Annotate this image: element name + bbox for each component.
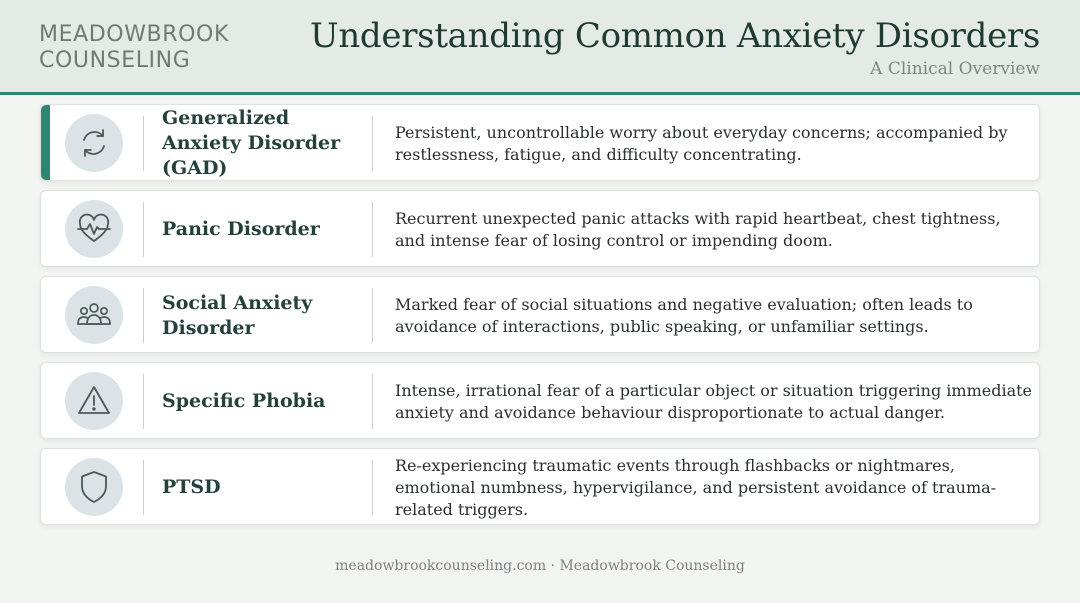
disorder-name: Specific Phobia <box>162 390 326 412</box>
card-divider <box>143 116 144 171</box>
disorder-description: Intense, irrational fear of a particular object or situation triggering immediate anxiety and avoidance behaviour disproportionate to actual danger. <box>395 380 1033 422</box>
card-divider <box>143 374 144 429</box>
footer-text[interactable]: meadowbrookcounseling.com · Meadowbrook Counseling <box>335 558 745 574</box>
disorder-card-ptsd[interactable] <box>40 448 1040 525</box>
card-divider <box>372 374 373 429</box>
card-divider <box>372 202 373 257</box>
disorder-description: Recurrent unexpected panic attacks with rapid heartbeat, chest tightness, and intense fear of losing control or impending doom. <box>395 208 1001 250</box>
disorder-card-phobia[interactable] <box>40 362 1040 439</box>
page-title: Understanding Common Anxiety Disorders <box>309 16 1040 56</box>
disorder-name: PTSD <box>162 476 221 498</box>
brand-logo[interactable] <box>39 22 229 74</box>
card-divider <box>372 116 373 171</box>
disorder-card-gad[interactable] <box>40 104 1040 181</box>
disorder-name: Panic Disorder <box>162 218 320 240</box>
disorder-description: Marked fear of social situations and negative evaluation; often leads to avoidance of interactions, public speaking, or unfamiliar settings. <box>395 294 973 336</box>
brand-line-2: COUNSELING <box>39 48 191 73</box>
disorder-name: Social Anxiety Disorder <box>162 291 313 339</box>
card-divider <box>143 288 144 343</box>
card-divider <box>372 460 373 515</box>
refresh-cycle-icon <box>65 114 123 172</box>
card-divider <box>372 288 373 343</box>
header <box>0 0 1080 95</box>
disorder-name: Generalized Anxiety Disorder (GAD) <box>162 107 341 179</box>
disorder-card-panic[interactable] <box>40 190 1040 267</box>
card-divider <box>143 460 144 515</box>
heartbeat-icon <box>65 200 123 258</box>
page-subtitle: A Clinical Overview <box>870 59 1040 79</box>
brand-line-1: MEADOWBROOK <box>39 22 229 47</box>
shield-icon <box>65 458 123 516</box>
disorder-description: Re-experiencing traumatic events through flashbacks or nightmares, emotional numbness, hypervigilance, and persistent avoidance of trauma-related triggers. <box>395 455 997 519</box>
people-group-icon <box>65 286 123 344</box>
card-divider <box>143 202 144 257</box>
disorder-list <box>40 104 1040 534</box>
disorder-description: Persistent, uncontrollable worry about everyday concerns; accompanied by restlessness, fatigue, and difficulty concentrating. <box>395 122 1008 164</box>
disorder-card-social[interactable] <box>40 276 1040 353</box>
warning-triangle-icon <box>65 372 123 430</box>
